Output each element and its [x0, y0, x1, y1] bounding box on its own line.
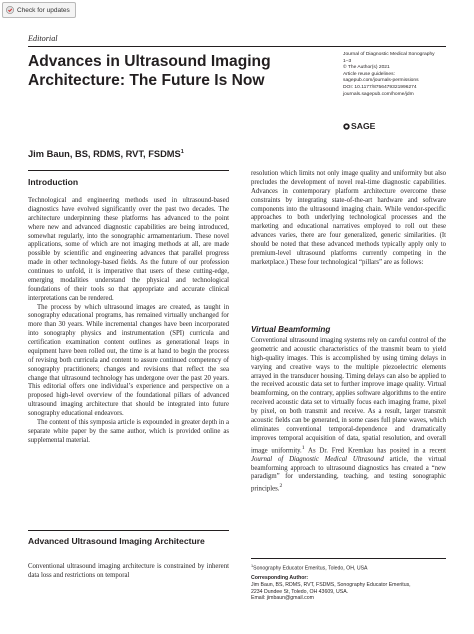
advanced-architecture-heading: Advanced Ultrasound Imaging Architecture: [28, 536, 205, 546]
author-affiliation-marker: 1: [180, 149, 184, 155]
publisher-name: SAGE: [351, 121, 376, 131]
introduction-body: [28, 197, 229, 446]
section-label: Editorial: [28, 34, 58, 43]
footnotes: [251, 563, 451, 602]
introduction-rule: [28, 170, 229, 171]
publisher-logo: [343, 121, 375, 131]
check-for-updates-label: Check for updates: [17, 6, 70, 14]
journal-title-italic: Journal of Diagnostic Medical Ultrasound: [251, 455, 384, 463]
journal-meta: [343, 52, 463, 98]
introduction-heading: Introduction: [28, 177, 79, 187]
author-name: Jim Baun, BS, RDMS, RVT, FSDMS: [28, 149, 181, 160]
corresponding-author-name: Jim Baun, BS, RDMS, RVT, FSDMS, Sonography Educator Emeritus,: [251, 581, 411, 588]
top-rule: [28, 46, 446, 47]
page-range: 1–3: [343, 58, 352, 64]
citation-2[interactable]: 2: [279, 483, 283, 490]
advanced-section-rule: [28, 530, 229, 531]
doi[interactable]: DOI: 10.1177/8756479321996274: [343, 84, 417, 90]
virtual-beamforming-heading: Virtual Beamforming: [251, 325, 331, 334]
advanced-architecture-body: [28, 563, 229, 581]
virtual-beamforming-body: [251, 337, 446, 494]
affiliation-footnote: [251, 563, 451, 572]
article-title: Advances in Ultrasound Imaging Architecture: The Future Is Now: [28, 53, 271, 89]
check-for-updates-badge[interactable]: [2, 2, 76, 18]
advanced-architecture-continued: [251, 170, 446, 268]
paragraph-text: article, the virtual beamforming approach to ultrasound diagnostics has created a “new paradigm” for understanding, teaching, and testing sonographic principles.: [251, 455, 446, 493]
paragraph: Conventional ultrasound imaging architecture is constrained by inherent data loss and restrictions on temporal: [28, 563, 229, 579]
corresponding-author-email[interactable]: Email: jimbaun@gmail.com: [251, 595, 314, 602]
paragraph: Technological and engineering methods used in ultrasound-based diagnostics have evolved significantly over the past two decades. The architecture underpinning these platforms has advanced to the point where new and advanced diagnostic capabilities are being introduced, somewhat regularly, into the sonographic armamentarium. These novel applications, some of which are not imaging methods at all, are made possible by scientific and engineering advances that parallel progress made in other technology-based fields. As the future of our profession continues to unfold, it is imperative that users of these cutting-edge, emerging modalities understand the physical and technological foundations of their tools so that appropriate and accurate clinical interpretations can be rendered.: [28, 197, 229, 302]
paragraph: resolution which limits not only image quality and uniformity but also precludes the development of novel real-time diagnostic capabilities. Advances in contemporary platform architecture overcome these constraints by integrating state-of-the-art hardware and software components into the ultrasound imaging chain. While vendor-specific approaches to both underlying technological processes and the marketing and educational narratives employed to roll out these advances varies, there are four generalized, generic similarities. (It should be noted that these advanced methods typically apply only to premium-level ultrasound platforms currently competing in the marketplace.) These four technological “pillars” are as follows:: [251, 170, 446, 266]
journal-name: Journal of Diagnostic Medical Sonography: [343, 52, 435, 57]
reuse-guidelines-label: Article reuse guidelines:: [343, 71, 395, 77]
citation-1[interactable]: 1: [301, 444, 305, 451]
author-line: [28, 149, 184, 159]
footnote-rule: [251, 558, 446, 559]
corresponding-author-heading: Corresponding Author:: [251, 575, 309, 582]
paragraph-text: Conventional ultrasound imaging systems rely on careful control of the geometric and acoustic characteristics of the transmit beam to yield high-quality images. This is accomplished by using timing delays in varying and creative ways to the multiple piezoelectric elements arrayed in the transducer housing. Timing delays can also be applied to the received acoustic data set to further improve image quality. Virtual beamforming, on the contrary, applies software algorithms to the entire received acoustic data set to virtually focus each imaging frame, pixel by pixel, on both transmit and receive. As a result, larger transmit acoustic fields can be generated, in some cases full plane waves, which eliminates conventional temporal-dependence and dramatically improves temporal acquisition of data, spatial resolution, and overall image uniformity.: [251, 337, 446, 454]
affiliation-text: Sonography Educator Emeritus, Toledo, OH, USA: [253, 565, 368, 572]
paragraph-text: As Dr. Fred Kremkau has posited in a recent: [308, 446, 446, 454]
affiliation-marker: 1: [251, 564, 254, 568]
sage-mark-icon: [343, 123, 350, 130]
corresponding-author-address: 2234 Dundee St, Toledo, OH 43609, USA.: [251, 588, 349, 595]
update-check-icon: [6, 6, 14, 14]
paragraph: [251, 337, 446, 494]
journal-home-link[interactable]: journals.sagepub.com/home/jdm: [343, 91, 414, 97]
copyright: © The Author(s) 2021: [343, 65, 390, 71]
permissions-link[interactable]: sagepub.com/journals-permissions: [343, 78, 419, 84]
paragraph: The content of this symposia article is expounded in greater depth in a separate white paper by the same author, which is provided online as supplemental material.: [28, 418, 229, 444]
paragraph: The process by which ultrasound images are created, as taught in sonography educational programs, has remained virtually unchanged for more than 30 years. While incremental changes have been incorporated into sonography physics and instrumentation (SPI) curricula and certification examination content outlines as generational leaps in equipment have been rolled out, the time is at hand to begin the process of revising both curricula and content to assure continued competency of sonography practitioners; changes and revisions that reflect the sea change that ultrasound technology has undergone over the past 20 years. This editorial offers one individual’s experience and perspective on a proposed high-level overview of the foundational pillars of advanced ultrasound imaging architecture that should be integrated into future sonography educational endeavors.: [28, 303, 229, 417]
